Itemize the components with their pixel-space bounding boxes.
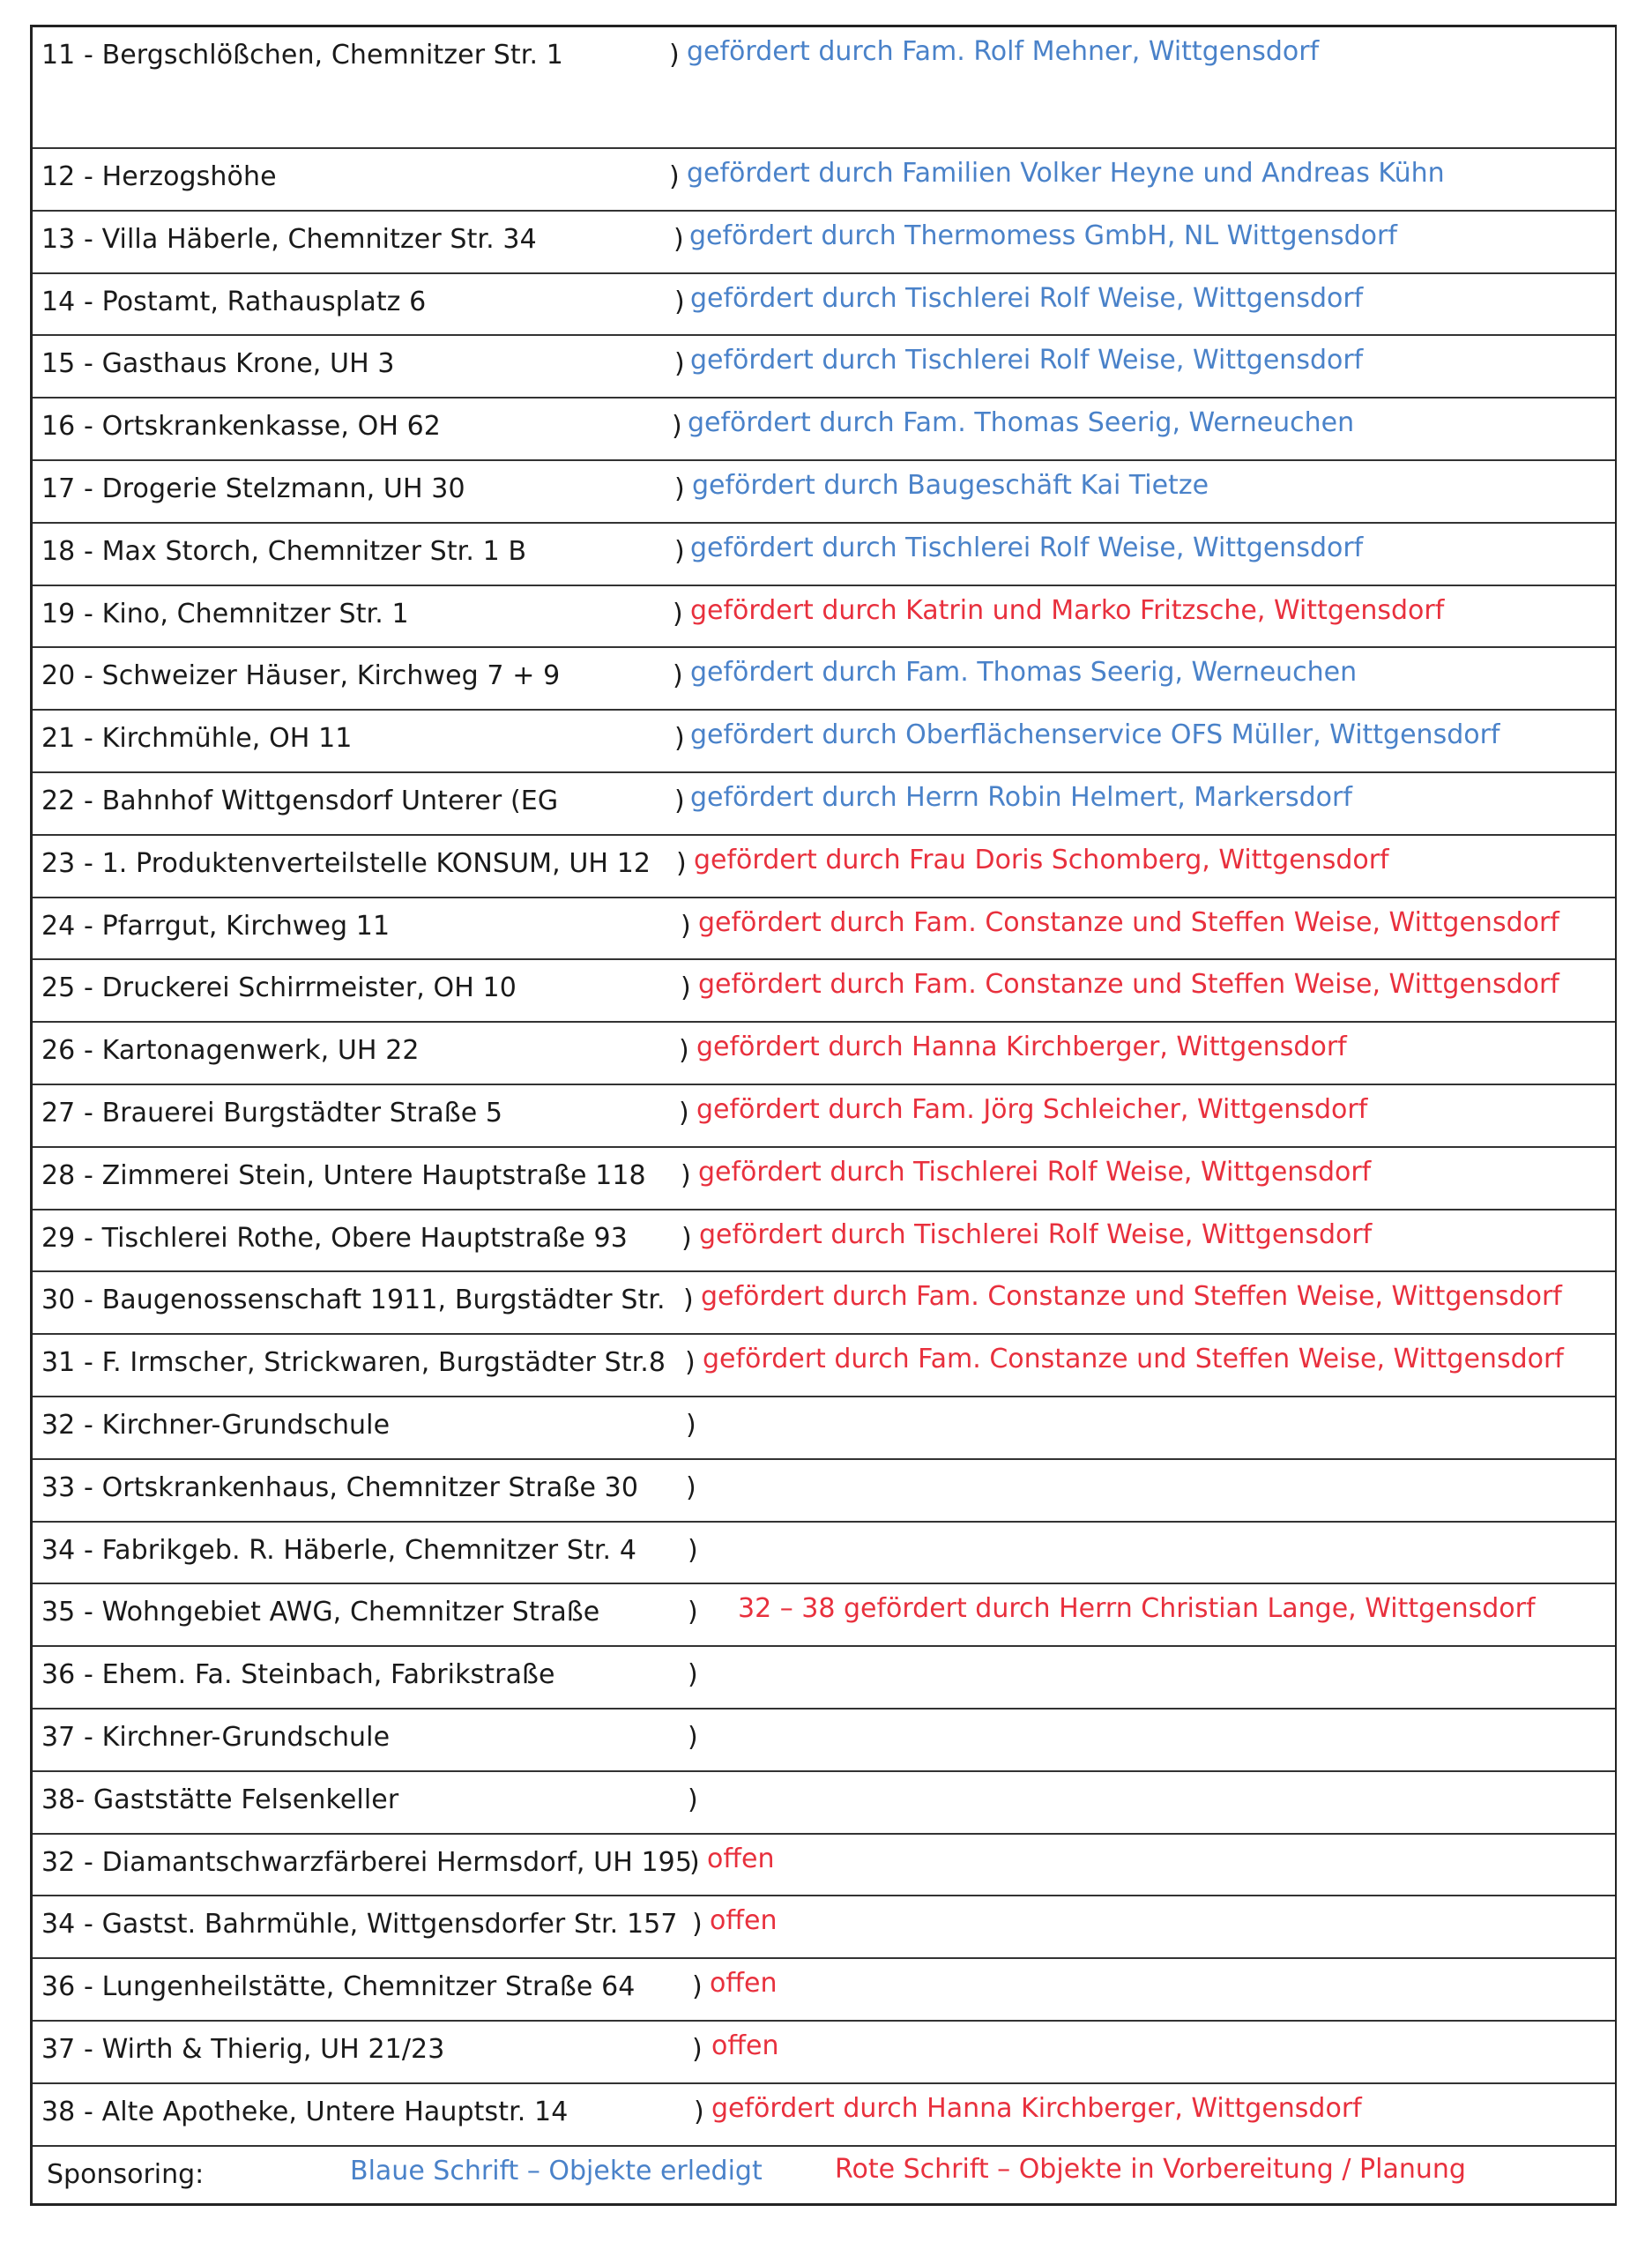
object-name: 23 - 1. Produktenverteilstelle KONSUM, UH 12	[41, 847, 651, 879]
sponsor-text: gefördert durch Fam. Constanze und Steffen Weise, Wittgensdorf	[698, 969, 1559, 1001]
bracket: )	[683, 1285, 694, 1316]
bracket: )	[674, 723, 685, 755]
legend-blue-text: Blaue Schrift – Objekte erledigt	[350, 2156, 763, 2186]
legend	[33, 2142, 1615, 2203]
table-row	[33, 773, 1615, 836]
sponsor-text: gefördert durch Fam. Constanze und Steffen Weise, Wittgensdorf	[703, 1344, 1564, 1375]
sponsor-text: gefördert durch Fam. Constanze und Steffen Weise, Wittgensdorf	[701, 1281, 1562, 1313]
bracket: )	[689, 1846, 700, 1878]
sponsor-text: gefördert durch Hanna Kirchberger, Wittgensdorf	[696, 1032, 1347, 1063]
table-row	[33, 336, 1615, 399]
object-name: 11 - Bergschlößchen, Chemnitzer Str. 1	[41, 40, 563, 71]
object-name: 34 - Fabrikgeb. R. Häberle, Chemnitzer Str. 4	[41, 1534, 637, 1566]
object-name: 31 - F. Irmscher, Strickwaren, Burgstädter Str.8	[41, 1347, 666, 1379]
sponsor-text: gefördert durch Katrin und Marko Fritzsche, Wittgensdorf	[690, 594, 1445, 626]
sponsor-text: offen	[707, 1843, 775, 1874]
sponsor-text: gefördert durch Tischlerei Rolf Weise, Wittgensdorf	[699, 1218, 1373, 1250]
sponsor-text: gefördert durch Frau Doris Schomberg, Wittgensdorf	[694, 844, 1389, 875]
bracket: )	[669, 161, 680, 192]
table-row	[33, 898, 1615, 961]
table-row	[33, 711, 1615, 773]
bracket: )	[688, 1597, 698, 1628]
sponsorship-table	[30, 25, 1617, 2206]
table-row	[33, 2022, 1615, 2084]
object-name: 28 - Zimmerei Stein, Untere Hauptstraße 118	[41, 1159, 646, 1191]
sponsor-text: gefördert durch Baugeschäft Kai Tietze	[692, 470, 1209, 501]
object-name: 29 - Tischlerei Rothe, Obere Hauptstraße 93	[41, 1222, 628, 1254]
bracket: )	[681, 1159, 691, 1191]
sponsor-text: gefördert durch Fam. Jörg Schleicher, Wittgensdorf	[696, 1094, 1368, 1125]
sponsor-text: gefördert durch Herrn Robin Helmert, Markersdorf	[690, 782, 1352, 813]
object-name: 16 - Ortskrankenkasse, OH 62	[41, 411, 441, 443]
object-name: 33 - Ortskrankenhaus, Chemnitzer Straße 30	[41, 1471, 639, 1503]
table-row	[33, 524, 1615, 586]
table-row	[33, 1835, 1615, 1897]
object-name: 26 - Kartonagenwerk, UH 22	[41, 1035, 420, 1067]
bracket: )	[685, 1347, 696, 1379]
object-name: 22 - Bahnhof Wittgensdorf Unterer (EG	[41, 786, 559, 816]
bracket: )	[673, 223, 684, 255]
bracket: )	[692, 1909, 703, 1940]
bracket: )	[674, 535, 685, 567]
object-name: 37 - Kirchner-Grundschule	[41, 1722, 391, 1753]
sponsor-text: 32 – 38 gefördert durch Herrn Christian Lange, Wittgensdorf	[738, 1593, 1536, 1625]
table-row	[33, 1148, 1615, 1210]
sponsor-text: gefördert durch Fam. Thomas Seerig, Werneuchen	[688, 407, 1355, 439]
legend-label: Sponsoring:	[47, 2159, 205, 2190]
sponsor-text: gefördert durch Thermomess GmbH, NL Wittgensdorf	[689, 220, 1397, 251]
sponsor-text: gefördert durch Tischlerei Rolf Weise, Wittgensdorf	[690, 345, 1364, 376]
bracket: )	[688, 1659, 698, 1691]
object-name: 14 - Postamt, Rathausplatz 6	[41, 286, 427, 317]
table-row	[33, 1710, 1615, 1772]
object-name: 35 - Wohngebiet AWG, Chemnitzer Straße	[41, 1597, 600, 1628]
table-row	[33, 1272, 1615, 1335]
bracket: )	[686, 1471, 696, 1503]
table-row	[33, 212, 1615, 274]
object-name: 38- Gaststätte Felsenkeller	[41, 1784, 399, 1815]
object-name: 32 - Diamantschwarzfärberei Hermsdorf, UH 195	[41, 1846, 693, 1878]
sponsor-text: gefördert durch Familien Volker Heyne und Andreas Kühn	[687, 158, 1445, 189]
sponsor-text: gefördert durch Tischlerei Rolf Weise, Wittgensdorf	[690, 532, 1364, 563]
table-row	[33, 586, 1615, 649]
table-row	[33, 960, 1615, 1023]
table-row	[33, 836, 1615, 898]
table-row	[33, 1085, 1615, 1148]
table-row	[33, 648, 1615, 711]
bracket: )	[672, 411, 682, 443]
table-row	[33, 399, 1615, 461]
bracket: )	[688, 1534, 698, 1566]
sponsor-text: gefördert durch Tischlerei Rolf Weise, Wittgensdorf	[690, 282, 1364, 314]
bracket: )	[673, 598, 683, 629]
bracket: )	[679, 1098, 689, 1128]
table-row	[33, 2084, 1615, 2147]
bracket: )	[674, 786, 685, 816]
table-row	[33, 274, 1615, 337]
bracket: )	[681, 910, 691, 942]
sponsor-text: offen	[711, 2030, 779, 2061]
object-name: 25 - Druckerei Schirrmeister, OH 10	[41, 972, 517, 1004]
table-row	[33, 1397, 1615, 1460]
object-name: 21 - Kirchmühle, OH 11	[41, 723, 353, 755]
object-name: 30 - Baugenossenschaft 1911, Burgstädter Str.	[41, 1285, 666, 1316]
bracket: )	[676, 847, 687, 879]
table-row	[33, 1896, 1615, 1959]
bracket: )	[679, 1035, 689, 1067]
bracket: )	[674, 286, 685, 317]
bracket: )	[692, 2034, 703, 2065]
bracket: )	[694, 2096, 704, 2127]
object-name: 15 - Gasthaus Krone, UH 3	[41, 348, 395, 380]
bracket: )	[674, 348, 685, 380]
bracket: )	[681, 1222, 692, 1254]
bracket: )	[681, 972, 691, 1004]
legend-red-text: Rote Schrift – Objekte in Vorbereitung / Planung	[835, 2154, 1466, 2185]
object-name: 20 - Schweizer Häuser, Kirchweg 7 + 9	[41, 660, 561, 692]
table-row	[33, 1335, 1615, 1397]
table-row	[33, 1210, 1615, 1273]
object-name: 37 - Wirth & Thierig, UH 21/23	[41, 2034, 445, 2065]
object-name: 13 - Villa Häberle, Chemnitzer Str. 34	[41, 223, 537, 255]
table-row	[33, 27, 1615, 149]
table-row	[33, 1959, 1615, 2022]
table-row	[33, 1523, 1615, 1585]
bracket: )	[686, 1410, 696, 1441]
sponsor-text: gefördert durch Hanna Kirchberger, Wittgensdorf	[711, 2092, 1362, 2124]
bracket: )	[688, 1722, 698, 1753]
bracket: )	[692, 1971, 703, 2003]
object-name: 36 - Ehem. Fa. Steinbach, Fabrikstraße	[41, 1659, 555, 1691]
table-row	[33, 1584, 1615, 1647]
sponsor-text: gefördert durch Fam. Rolf Mehner, Wittgensdorf	[687, 36, 1320, 67]
object-name: 12 - Herzogshöhe	[41, 161, 277, 192]
object-name: 36 - Lungenheilstätte, Chemnitzer Straße 64	[41, 1971, 636, 2003]
table-row	[33, 149, 1615, 212]
table-row	[33, 1460, 1615, 1523]
bracket: )	[688, 1784, 698, 1815]
object-name: 24 - Pfarrgut, Kirchweg 11	[41, 910, 391, 942]
sponsor-text: offen	[710, 1968, 778, 2000]
table-row	[33, 1023, 1615, 1085]
bracket: )	[673, 660, 683, 692]
object-name: 34 - Gastst. Bahrmühle, Wittgensdorfer Str. 157	[41, 1909, 678, 1940]
sponsor-text: gefördert durch Tischlerei Rolf Weise, Wittgensdorf	[698, 1156, 1372, 1188]
bracket: )	[674, 473, 685, 504]
object-name: 18 - Max Storch, Chemnitzer Str. 1 B	[41, 535, 527, 567]
object-name: 38 - Alte Apotheke, Untere Hauptstr. 14	[41, 2096, 569, 2127]
sponsor-text: gefördert durch Oberflächenservice OFS Müller, Wittgensdorf	[690, 719, 1500, 751]
object-name: 32 - Kirchner-Grundschule	[41, 1410, 391, 1441]
object-name: 19 - Kino, Chemnitzer Str. 1	[41, 598, 409, 629]
object-name: 17 - Drogerie Stelzmann, UH 30	[41, 473, 465, 504]
table-row	[33, 1772, 1615, 1835]
sponsor-text: gefördert durch Fam. Constanze und Steffen Weise, Wittgensdorf	[698, 906, 1559, 938]
sponsor-text: offen	[710, 1905, 778, 1937]
table-row	[33, 461, 1615, 524]
table-row	[33, 1647, 1615, 1710]
bracket: )	[669, 40, 680, 71]
sponsor-text: gefördert durch Fam. Thomas Seerig, Werneuchen	[690, 657, 1358, 689]
object-name: 27 - Brauerei Burgstädter Straße 5	[41, 1098, 503, 1128]
